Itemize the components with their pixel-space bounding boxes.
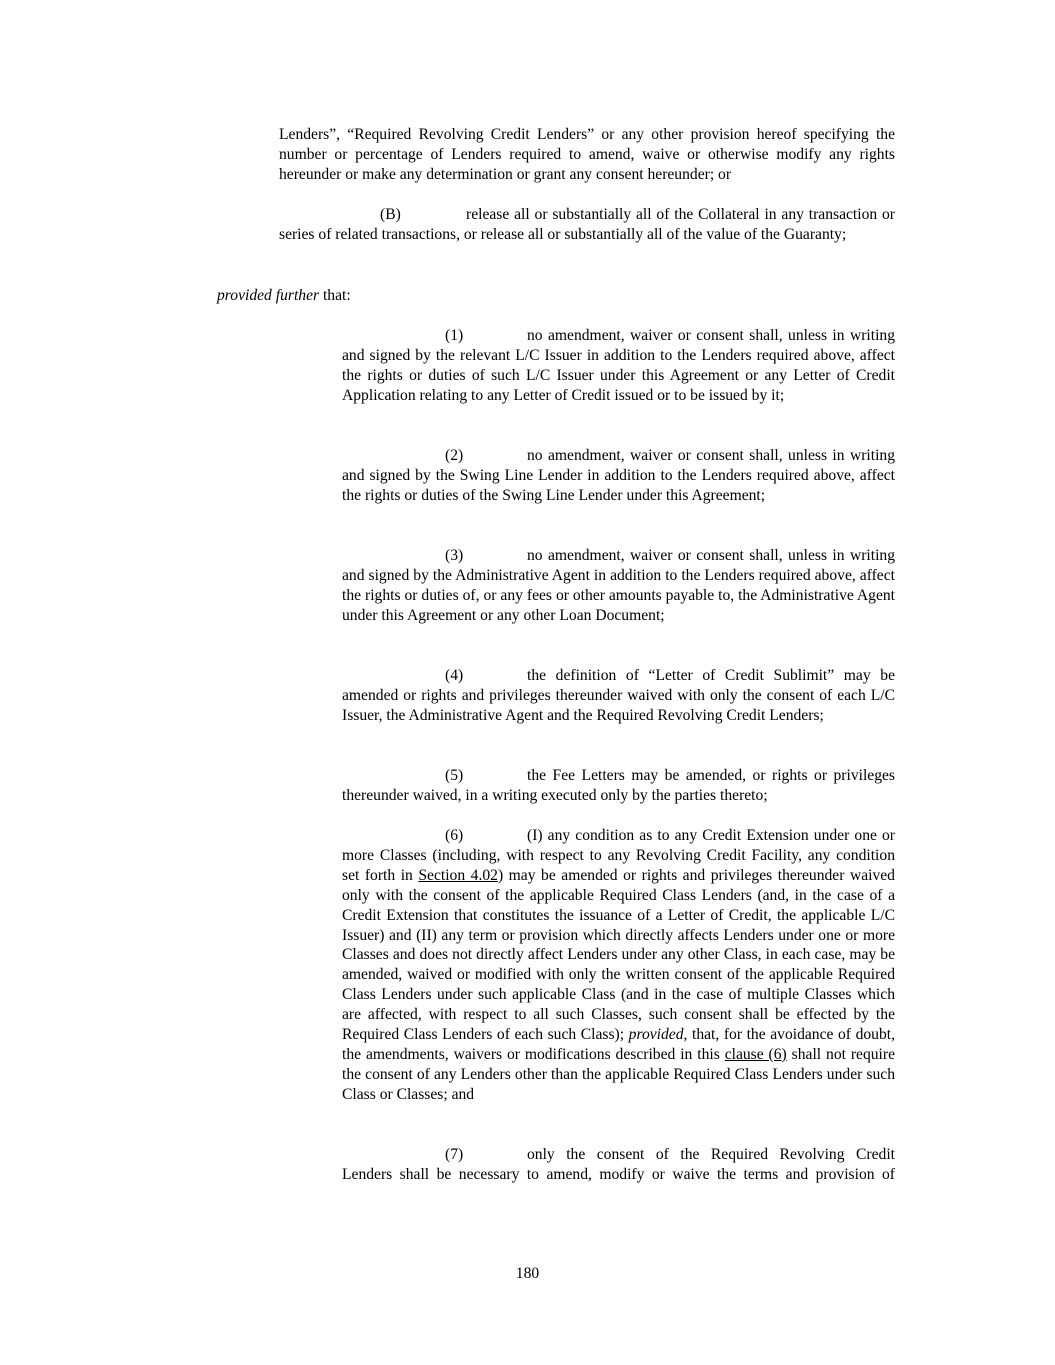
clause-6 <box>342 826 895 1105</box>
clause-6-italic: provided <box>628 1026 684 1044</box>
clause-3 <box>342 546 895 626</box>
clause-text: no amendment, waiver or consent shall, unless in writing and signed by the Swing Line Lender in addition to the Lenders required above, affect the rights or duties of the Swing Line Lender under this Agreement; <box>342 447 895 504</box>
intro-paragraph: Lenders”, “Required Revolving Credit Lenders” or any other provision hereof specifying the number or percentage of Lenders required to amend, waive or otherwise modify any rights hereunder or make any determination or grant any consent hereunder; or <box>279 126 895 183</box>
clause-2 <box>342 446 895 506</box>
clause-text: no amendment, waiver or consent shall, unless in writing and signed by the Administrative Agent in addition to the Lenders required above, affect the rights or duties of, or any fees or other amounts payable to, the Administrative Agent under this Agreement or any other Loan Document; <box>342 547 895 624</box>
clause-4 <box>342 666 895 726</box>
clause-b-label: (B) <box>380 206 401 223</box>
clause-label: (7) <box>445 1146 464 1163</box>
clause-6-link[interactable]: clause (6) <box>724 1045 787 1063</box>
clause-label: (4) <box>445 667 464 684</box>
proviso-rest: that: <box>319 287 351 304</box>
proviso-italic: provided further <box>217 287 320 304</box>
clause-text: no amendment, waiver or consent shall, unless in writing and signed by the relevant L/C Issuer in addition to the Lenders required above, affect the rights or duties of such L/C Issuer under this Agreement or any Letter of Credit Application relating to any Letter of Credit issued or to be issued by it; <box>342 327 895 404</box>
clause-label: (2) <box>445 447 464 464</box>
clause-text: only the consent of the Required Revolving Credit Lenders shall be necessary to amend, modify or waive the terms and provision of <box>342 1146 895 1183</box>
page-number: 180 <box>515 1265 540 1282</box>
clause-6-text-3: , that, for the avoidance of doubt, the amendments, waivers or modifications described in this <box>342 1026 895 1063</box>
clause-label: (3) <box>445 547 464 564</box>
clause-label: (5) <box>445 767 464 784</box>
clause-text: the definition of “Letter of Credit Sublimit” may be amended or rights and privileges thereunder waived with only the consent of each L/C Issuer, the Administrative Agent and the Required Revolving Credit Lenders; <box>342 667 895 724</box>
clause-6-text-1: (I) any condition as to any Credit Extension under one or more Classes (including, with respect to any Revolving Credit Facility, any condition set forth in <box>342 827 895 884</box>
clause-6-text-2: ) may be amended or rights and privileges thereunder waived only with the consent of the applicable Required Class Lenders (and, in the case of a Credit Extension that constitutes the issuance of a Letter of Credit, the applicable L/C Issuer) and (II) any term or provision which directly affects Lenders under one or more Classes and does not directly affect Lenders under any other Class, in each case, may be amended, waived or modified with only the written consent of the applicable Required Class Lenders under such applicable Class (and in the case of multiple Classes which are affected, with respect to all such Classes, such consent shall be effected by the Required Class Lenders of each such Class); <box>342 866 895 1044</box>
clause-label: (6) <box>445 827 464 844</box>
clause-7 <box>342 1145 895 1185</box>
clause-text: the Fee Letters may be amended, or rights or privileges thereunder waived, in a writing executed only by the parties thereto; <box>342 767 895 804</box>
clause-b <box>279 205 895 245</box>
section-4-02-link[interactable]: Section 4.02 <box>418 866 498 884</box>
proviso-line <box>217 286 717 306</box>
clause-b-text: release all or substantially all of the Collateral in any transaction or series of related transactions, or release all or substantially all of the value of the Guaranty; <box>279 206 895 243</box>
clause-1 <box>342 326 895 406</box>
clause-label: (1) <box>445 327 464 344</box>
clause-6-text-4: shall not require the consent of any Lenders other than the applicable Required Class Lenders under such Class or Classes; and <box>342 1045 896 1103</box>
clause-5 <box>342 766 895 806</box>
